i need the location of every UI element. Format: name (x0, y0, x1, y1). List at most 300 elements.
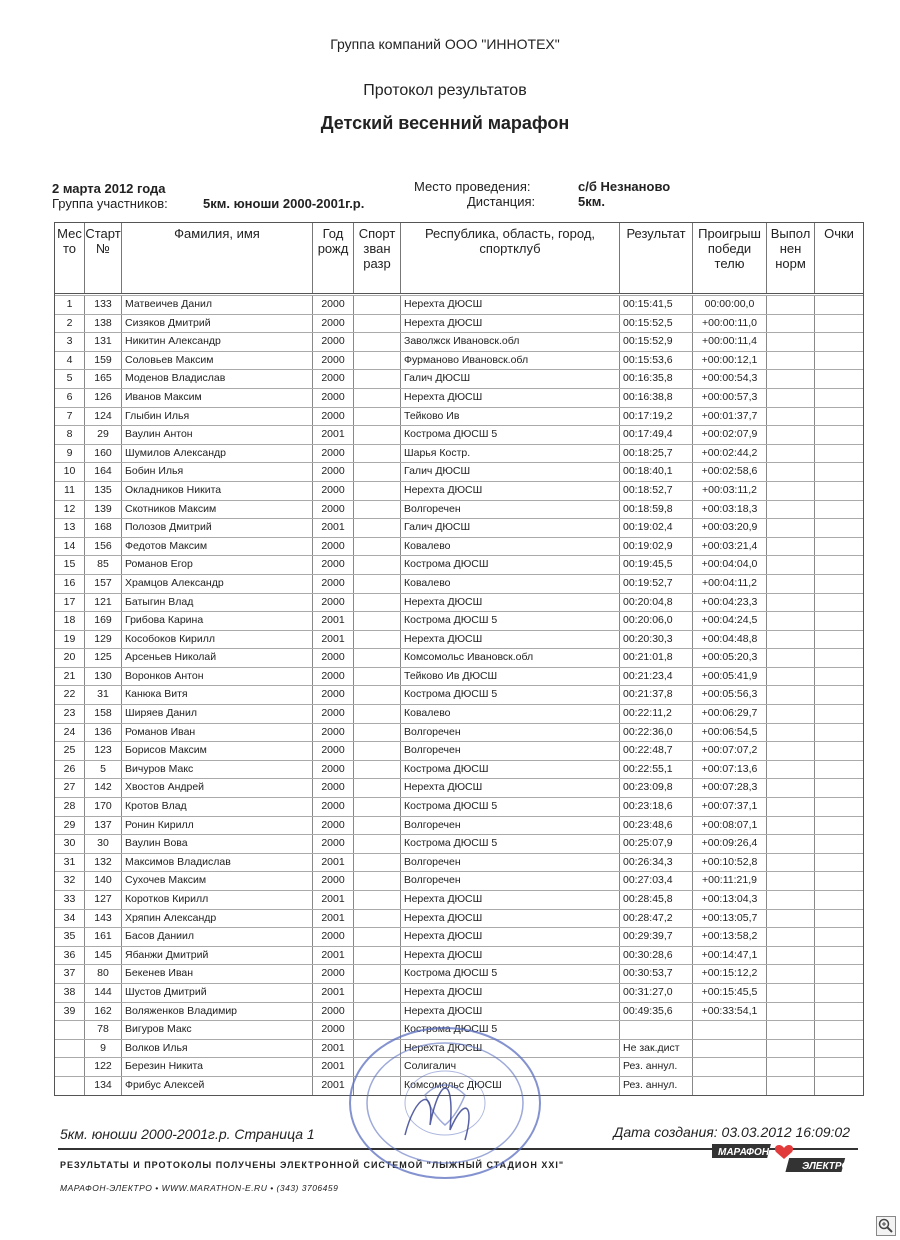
cell-norm (767, 798, 815, 816)
cell-start-number: 127 (85, 891, 122, 909)
cell-place: 26 (55, 761, 85, 779)
cell-points (815, 482, 863, 500)
cell-norm (767, 426, 815, 444)
cell-gap: +00:02:44,2 (693, 445, 767, 463)
header-birth-year: Год рожд (313, 223, 354, 293)
cell-place: 4 (55, 352, 85, 370)
cell-name: Максимов Владислав (122, 854, 313, 872)
cell-start-number: 168 (85, 519, 122, 537)
cell-name: Грибова Карина (122, 612, 313, 630)
cell-sport-rank (354, 519, 401, 537)
cell-club: Нерехта ДЮСШ (401, 910, 620, 928)
zoom-icon[interactable] (876, 1216, 896, 1236)
cell-club: Нерехта ДЮСШ (401, 315, 620, 333)
cell-result: 00:29:39,7 (620, 928, 693, 946)
cell-club: Волгоречен (401, 742, 620, 760)
cell-points (815, 891, 863, 909)
cell-result: 00:23:09,8 (620, 779, 693, 797)
table-row (55, 295, 863, 314)
cell-norm (767, 445, 815, 463)
cell-result: 00:17:19,2 (620, 408, 693, 426)
cell-name: Храмцов Александр (122, 575, 313, 593)
cell-norm (767, 370, 815, 388)
cell-result: 00:31:27,0 (620, 984, 693, 1002)
results-table (54, 222, 864, 1096)
cell-result: 00:19:02,9 (620, 538, 693, 556)
cell-birth-year: 2001 (313, 1077, 354, 1095)
cell-club: Кострома ДЮСШ 5 (401, 686, 620, 704)
cell-start-number: 9 (85, 1040, 122, 1058)
cell-gap: +00:33:54,1 (693, 1003, 767, 1021)
cell-start-number: 161 (85, 928, 122, 946)
cell-gap: +00:00:11,0 (693, 315, 767, 333)
cell-place: 31 (55, 854, 85, 872)
group-label: Группа участников: (52, 196, 168, 211)
cell-result: 00:15:52,5 (620, 315, 693, 333)
cell-start-number: 129 (85, 631, 122, 649)
cell-sport-rank (354, 426, 401, 444)
cell-gap (693, 1058, 767, 1076)
cell-norm (767, 649, 815, 667)
cell-place (55, 1077, 85, 1095)
table-row (55, 611, 863, 630)
cell-club: Волгоречен (401, 817, 620, 835)
cell-club: Кострома ДЮСШ 5 (401, 835, 620, 853)
cell-norm (767, 1058, 815, 1076)
cell-gap: +00:07:07,2 (693, 742, 767, 760)
cell-gap: +00:02:58,6 (693, 463, 767, 481)
cell-start-number: 143 (85, 910, 122, 928)
table-row (55, 667, 863, 686)
cell-place: 27 (55, 779, 85, 797)
cell-club: Галич ДЮСШ (401, 519, 620, 537)
cell-birth-year: 2000 (313, 315, 354, 333)
cell-norm (767, 872, 815, 890)
cell-place: 9 (55, 445, 85, 463)
cell-gap: 00:00:00,0 (693, 296, 767, 314)
cell-sport-rank (354, 445, 401, 463)
cell-birth-year: 2000 (313, 686, 354, 704)
cell-points (815, 817, 863, 835)
cell-sport-rank (354, 594, 401, 612)
cell-gap: +00:08:07,1 (693, 817, 767, 835)
table-row (55, 853, 863, 872)
table-row (55, 890, 863, 909)
cell-gap: +00:10:52,8 (693, 854, 767, 872)
cell-points (815, 854, 863, 872)
cell-result: 00:25:07,9 (620, 835, 693, 853)
cell-name: Батыгин Влад (122, 594, 313, 612)
cell-result: Рез. аннул. (620, 1058, 693, 1076)
cell-name: Шумилов Александр (122, 445, 313, 463)
cell-place: 19 (55, 631, 85, 649)
cell-birth-year: 2000 (313, 872, 354, 890)
cell-club: Нерехта ДЮСШ (401, 984, 620, 1002)
cell-birth-year: 2001 (313, 910, 354, 928)
cell-result: 00:21:01,8 (620, 649, 693, 667)
cell-sport-rank (354, 463, 401, 481)
table-row (55, 574, 863, 593)
table-row (55, 927, 863, 946)
cell-place: 23 (55, 705, 85, 723)
cell-name: Вичуров Макс (122, 761, 313, 779)
cell-birth-year: 2000 (313, 352, 354, 370)
cell-gap: +00:11:21,9 (693, 872, 767, 890)
cell-club: Волгоречен (401, 501, 620, 519)
cell-club: Заволжск Ивановск.обл (401, 333, 620, 351)
cell-gap: +00:02:07,9 (693, 426, 767, 444)
logo-text-1: МАРАФОН (718, 1147, 769, 1158)
header-result: Результат (620, 223, 693, 293)
cell-gap: +00:04:11,2 (693, 575, 767, 593)
table-row (55, 909, 863, 928)
cell-result: 00:20:06,0 (620, 612, 693, 630)
cell-name: Сухочев Максим (122, 872, 313, 890)
cell-norm (767, 1040, 815, 1058)
cell-gap: +00:05:20,3 (693, 649, 767, 667)
cell-points (815, 835, 863, 853)
cell-norm (767, 779, 815, 797)
cell-norm (767, 724, 815, 742)
cell-birth-year: 2000 (313, 705, 354, 723)
table-row (55, 834, 863, 853)
cell-place: 6 (55, 389, 85, 407)
cell-result: 00:22:11,2 (620, 705, 693, 723)
cell-place: 12 (55, 501, 85, 519)
cell-sport-rank (354, 649, 401, 667)
cell-sport-rank (354, 872, 401, 890)
cell-result: 00:17:49,4 (620, 426, 693, 444)
cell-name: Воронков Антон (122, 668, 313, 686)
cell-club: Кострома ДЮСШ 5 (401, 1021, 620, 1039)
cell-birth-year: 2000 (313, 817, 354, 835)
cell-club: Ковалево (401, 538, 620, 556)
table-row (55, 462, 863, 481)
table-row (55, 685, 863, 704)
cell-points (815, 798, 863, 816)
cell-start-number: 29 (85, 426, 122, 444)
cell-place: 20 (55, 649, 85, 667)
cell-sport-rank (354, 761, 401, 779)
cell-result: 00:28:45,8 (620, 891, 693, 909)
cell-name: Ваулин Вова (122, 835, 313, 853)
cell-result: 00:26:34,3 (620, 854, 693, 872)
cell-points (815, 594, 863, 612)
cell-start-number: 30 (85, 835, 122, 853)
cell-points (815, 538, 863, 556)
cell-name: Канюка Витя (122, 686, 313, 704)
cell-norm (767, 947, 815, 965)
cell-club: Кострома ДЮСШ 5 (401, 798, 620, 816)
cell-points (815, 408, 863, 426)
cell-birth-year: 2000 (313, 556, 354, 574)
cell-gap: +00:06:29,7 (693, 705, 767, 723)
table-row (55, 537, 863, 556)
cell-sport-rank (354, 370, 401, 388)
cell-start-number: 165 (85, 370, 122, 388)
cell-club: Кострома ДЮСШ (401, 761, 620, 779)
cell-name: Хряпин Александр (122, 910, 313, 928)
cell-birth-year: 2001 (313, 426, 354, 444)
cell-club: Тейково Ив ДЮСШ (401, 668, 620, 686)
cell-place: 21 (55, 668, 85, 686)
cell-result: 00:15:41,5 (620, 296, 693, 314)
cell-gap: +00:04:04,0 (693, 556, 767, 574)
cell-name: Ваулин Антон (122, 426, 313, 444)
cell-result: 00:18:59,8 (620, 501, 693, 519)
cell-club: Нерехта ДЮСШ (401, 482, 620, 500)
header-points: Очки (824, 226, 854, 241)
cell-sport-rank (354, 779, 401, 797)
cell-result: 00:49:35,6 (620, 1003, 693, 1021)
cell-birth-year: 2000 (313, 928, 354, 946)
footer-page-info: 5км. юноши 2000-2001г.р. Страница 1 (60, 1126, 315, 1142)
table-row (55, 964, 863, 983)
cell-club: Тейково Ив (401, 408, 620, 426)
cell-norm (767, 984, 815, 1002)
table-row (55, 778, 863, 797)
cell-norm (767, 519, 815, 537)
cell-sport-rank (354, 947, 401, 965)
cell-club: Шарья Костр. (401, 445, 620, 463)
cell-sport-rank (354, 817, 401, 835)
cell-gap: +00:00:54,3 (693, 370, 767, 388)
cell-club: Нерехта ДЮСШ (401, 947, 620, 965)
cell-birth-year: 2001 (313, 984, 354, 1002)
cell-place: 32 (55, 872, 85, 890)
cell-birth-year: 2000 (313, 779, 354, 797)
footer-contacts: МАРАФОН-ЭЛЕКТРО • WWW.MARATHON-E.RU • (343) 3706459 (60, 1183, 339, 1193)
cell-gap: +00:13:58,2 (693, 928, 767, 946)
cell-start-number: 160 (85, 445, 122, 463)
cell-gap: +00:03:18,3 (693, 501, 767, 519)
distance-label: Дистанция: (467, 194, 536, 209)
cell-name: Бобин Илья (122, 463, 313, 481)
cell-norm (767, 742, 815, 760)
cell-club: Нерехта ДЮСШ (401, 1040, 620, 1058)
cell-points (815, 556, 863, 574)
cell-norm (767, 296, 815, 314)
cell-points (815, 463, 863, 481)
cell-result: 00:20:30,3 (620, 631, 693, 649)
cell-start-number: 136 (85, 724, 122, 742)
cell-result: Не зак.дист (620, 1040, 693, 1058)
cell-place: 18 (55, 612, 85, 630)
cell-start-number: 135 (85, 482, 122, 500)
table-row (55, 593, 863, 612)
cell-points (815, 928, 863, 946)
cell-gap: +00:04:48,8 (693, 631, 767, 649)
cell-gap: +00:15:45,5 (693, 984, 767, 1002)
cell-name: Романов Иван (122, 724, 313, 742)
cell-birth-year: 2000 (313, 724, 354, 742)
cell-name: Вигуров Макс (122, 1021, 313, 1039)
cell-start-number: 157 (85, 575, 122, 593)
cell-sport-rank (354, 333, 401, 351)
cell-place: 2 (55, 315, 85, 333)
cell-norm (767, 686, 815, 704)
cell-name: Фрибус Алексей (122, 1077, 313, 1095)
cell-sport-rank (354, 612, 401, 630)
cell-start-number: 159 (85, 352, 122, 370)
cell-result: 00:15:53,6 (620, 352, 693, 370)
cell-gap: +00:13:04,3 (693, 891, 767, 909)
table-row (55, 797, 863, 816)
cell-gap: +00:09:26,4 (693, 835, 767, 853)
cell-points (815, 984, 863, 1002)
cell-result: 00:22:55,1 (620, 761, 693, 779)
cell-birth-year: 2000 (313, 482, 354, 500)
group-value: 5км. юноши 2000-2001г.р. (203, 196, 365, 211)
cell-result: Рез. аннул. (620, 1077, 693, 1095)
cell-club: Кострома ДЮСШ 5 (401, 612, 620, 630)
footer-created-date: Дата создания: 03.03.2012 16:09:02 (613, 1124, 850, 1140)
cell-gap: +00:07:28,3 (693, 779, 767, 797)
cell-result (620, 1021, 693, 1039)
table-row (55, 741, 863, 760)
cell-sport-rank (354, 686, 401, 704)
cell-norm (767, 1077, 815, 1095)
cell-place: 33 (55, 891, 85, 909)
cell-start-number: 137 (85, 817, 122, 835)
cell-points (815, 965, 863, 983)
cell-sport-rank (354, 984, 401, 1002)
cell-club: Нерехта ДЮСШ (401, 631, 620, 649)
cell-birth-year: 2001 (313, 1058, 354, 1076)
cell-club: Ковалево (401, 705, 620, 723)
signature (405, 1088, 469, 1140)
cell-place: 30 (55, 835, 85, 853)
cell-points (815, 1040, 863, 1058)
distance-value: 5км. (578, 194, 605, 209)
cell-birth-year: 2000 (313, 649, 354, 667)
cell-name: Федотов Максим (122, 538, 313, 556)
cell-start-number: 156 (85, 538, 122, 556)
cell-norm (767, 389, 815, 407)
cell-norm (767, 928, 815, 946)
table-row (55, 648, 863, 667)
cell-result: 00:27:03,4 (620, 872, 693, 890)
cell-birth-year: 2000 (313, 333, 354, 351)
cell-result: 00:19:52,7 (620, 575, 693, 593)
cell-points (815, 389, 863, 407)
cell-name: Коротков Кирилл (122, 891, 313, 909)
cell-points (815, 631, 863, 649)
cell-place: 16 (55, 575, 85, 593)
cell-start-number: 162 (85, 1003, 122, 1021)
cell-name: Кособоков Кирилл (122, 631, 313, 649)
cell-norm (767, 668, 815, 686)
cell-sport-rank (354, 928, 401, 946)
cell-points (815, 426, 863, 444)
cell-result: 00:21:37,8 (620, 686, 693, 704)
cell-norm (767, 556, 815, 574)
cell-club: Нерехта ДЮСШ (401, 891, 620, 909)
cell-name: Окладников Никита (122, 482, 313, 500)
cell-gap: +00:00:57,3 (693, 389, 767, 407)
cell-points (815, 1021, 863, 1039)
cell-place: 37 (55, 965, 85, 983)
cell-name: Бекенев Иван (122, 965, 313, 983)
cell-start-number: 31 (85, 686, 122, 704)
cell-start-number: 138 (85, 315, 122, 333)
cell-norm (767, 1021, 815, 1039)
cell-points (815, 910, 863, 928)
cell-birth-year: 2000 (313, 742, 354, 760)
cell-sport-rank (354, 891, 401, 909)
cell-place: 28 (55, 798, 85, 816)
cell-sport-rank (354, 482, 401, 500)
table-header (55, 223, 863, 294)
cell-sport-rank (354, 965, 401, 983)
table-row (55, 760, 863, 779)
cell-result: 00:16:38,8 (620, 389, 693, 407)
table-row (55, 500, 863, 519)
cell-name: Шустов Дмитрий (122, 984, 313, 1002)
cell-start-number: 164 (85, 463, 122, 481)
cell-birth-year: 2000 (313, 761, 354, 779)
cell-name: Арсеньев Николай (122, 649, 313, 667)
cell-birth-year: 2000 (313, 575, 354, 593)
marathon-electro-logo (712, 1140, 852, 1180)
header-place: Мес то (55, 223, 85, 293)
cell-sport-rank (354, 538, 401, 556)
table-row (55, 332, 863, 351)
cell-place: 15 (55, 556, 85, 574)
cell-norm (767, 761, 815, 779)
cell-gap: +00:03:21,4 (693, 538, 767, 556)
cell-gap: +00:13:05,7 (693, 910, 767, 928)
table-row (55, 871, 863, 890)
cell-birth-year: 2000 (313, 1021, 354, 1039)
cell-sport-rank (354, 315, 401, 333)
table-row (55, 983, 863, 1002)
cell-norm (767, 631, 815, 649)
cell-points (815, 649, 863, 667)
cell-start-number: 140 (85, 872, 122, 890)
cell-sport-rank (354, 705, 401, 723)
cell-sport-rank (354, 575, 401, 593)
cell-gap: +00:07:13,6 (693, 761, 767, 779)
cell-birth-year: 2001 (313, 854, 354, 872)
cell-place (55, 1040, 85, 1058)
cell-club: Фурманово Ивановск.обл (401, 352, 620, 370)
cell-name: Матвеичев Данил (122, 296, 313, 314)
cell-name: Скотников Максим (122, 501, 313, 519)
cell-birth-year: 2000 (313, 835, 354, 853)
cell-place: 13 (55, 519, 85, 537)
cell-name: Соловьев Максим (122, 352, 313, 370)
table-row (55, 518, 863, 537)
cell-birth-year: 2001 (313, 631, 354, 649)
cell-result: 00:18:25,7 (620, 445, 693, 463)
cell-place: 17 (55, 594, 85, 612)
cell-sport-rank (354, 556, 401, 574)
cell-result: 00:21:23,4 (620, 668, 693, 686)
cell-points (815, 612, 863, 630)
cell-points (815, 575, 863, 593)
cell-club: Нерехта ДЮСШ (401, 779, 620, 797)
cell-birth-year: 2000 (313, 296, 354, 314)
cell-points (815, 872, 863, 890)
cell-birth-year: 2001 (313, 891, 354, 909)
cell-club: Галич ДЮСШ (401, 370, 620, 388)
cell-norm (767, 408, 815, 426)
cell-gap: +00:07:37,1 (693, 798, 767, 816)
table-row (55, 388, 863, 407)
cell-start-number: 169 (85, 612, 122, 630)
cell-gap: +00:01:37,7 (693, 408, 767, 426)
